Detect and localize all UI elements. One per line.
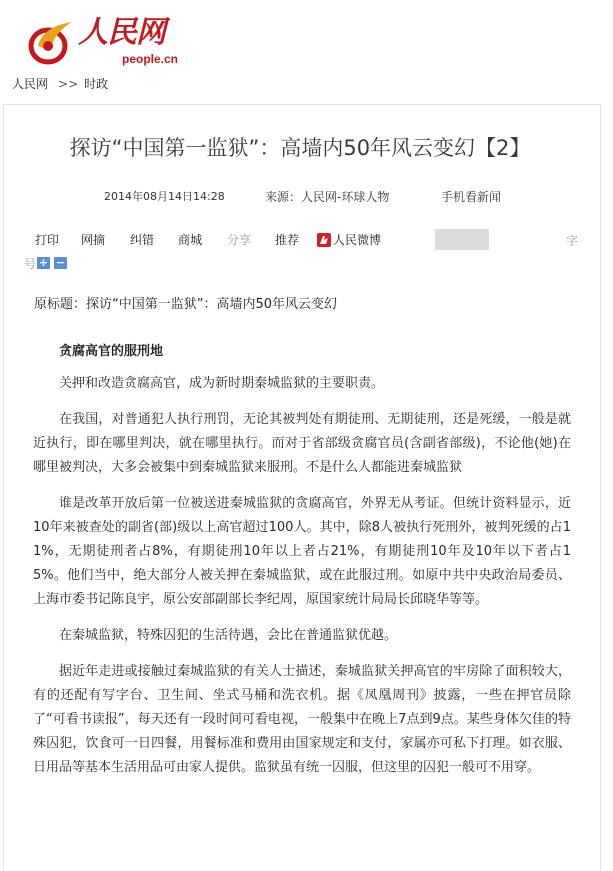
breadcrumb-home-link[interactable]: 人民网 — [12, 77, 49, 91]
site-logo[interactable] — [28, 14, 188, 70]
share-button[interactable]: 分享 — [227, 233, 252, 247]
business-button[interactable]: 商城 — [178, 233, 203, 247]
breadcrumb — [12, 76, 108, 92]
paragraph: 据近年走进或接触过秦城监狱的有关人士描述，秦城监狱关押高官的牢房除了面积较大，有的还配有写字台、卫生间、坐式马桶和洗衣机。据《凤凰周刊》披露，一些在押官员除了“可看书读报”，每天还有一段时间可看电视，一般集中在晚上7点到9点。某些身体欠佳的特殊囚犯，饮食可一日四餐，用餐标准和费用由国家规定和支付，家属亦可私下打理。如衣服、日用品等基本生活用品可由家人提供。监狱虽有统一囚服，但这里的囚犯一般可不用穿。 — [33, 664, 571, 775]
article-source[interactable]: 来源：人民网-环球人物 — [265, 190, 390, 204]
article-title: 探访“中国第一监狱”：高墙内50年风云变幻【2】 — [69, 136, 531, 160]
logo-text: 人民网 — [78, 15, 165, 50]
article-body — [33, 340, 571, 792]
font-size-label-cont: 号 — [24, 257, 37, 271]
font-size-label: 字 — [566, 234, 579, 248]
logo-emblem-icon — [28, 16, 76, 66]
weibo-icon — [317, 233, 331, 247]
correct-button[interactable]: 纠错 — [130, 233, 155, 247]
original-title: 原标题：探访“中国第一监狱”：高墙内50年风云变幻 — [34, 297, 338, 312]
paragraph: 谁是改革开放后第一位被送进秦城监狱的贪腐高官，外界无从考证。但统计资料显示，近10年来被查处的副省(部)级以上高官超过100人。其中，除8人被执行死刑外，被判死缓的占11%，无期徒刑者占8%，有期徒刑10年以上者占21%，有期徒刑10年及10年以下者占15%。他们当中，绝大部分人被关押在秦城监狱，或在此服过刑。如原中共中央政治局委员、上海市委书记陈良宇，原公安部副部长李纪周，原国家统计局局长邱晓华等等。 — [33, 496, 571, 607]
share-widget-placeholder[interactable] — [435, 229, 489, 250]
print-button[interactable]: 打印 — [35, 233, 60, 247]
paragraph: 关押和改造贪腐高官，成为新时期秦城监狱的主要职责。 — [59, 376, 385, 391]
logo-domain: people.cn — [122, 52, 179, 66]
bookmark-button[interactable]: 网摘 — [81, 233, 106, 247]
paragraph: 在我国，对普通犯人执行刑罚，无论其被判处有期徒刑、无期徒刑，还是死缓，一般是就近执行，即在哪里判决，就在哪里执行。而对于省部级贪腐官员(含副省部级)，不论他(她)在哪里被判决，大多会被集中到秦城监狱来服刑。不是什么人都能进秦城监狱 — [33, 412, 571, 475]
font-increase-button[interactable]: + — [38, 256, 49, 269]
publish-date: 2014年08月14日14:28 — [104, 190, 225, 203]
weibo-button[interactable]: 人民微博 — [333, 233, 382, 247]
section-subheading: 贪腐高官的服刑地 — [59, 344, 164, 359]
font-decrease-button[interactable]: − — [55, 256, 66, 269]
breadcrumb-separator: >> — [58, 77, 79, 91]
breadcrumb-politics-link[interactable]: 时政 — [84, 77, 109, 91]
recommend-button[interactable]: 推荐 — [275, 233, 300, 247]
paragraph: 在秦城监狱，特殊囚犯的生活待遇，会比在普通监狱优越。 — [59, 628, 398, 643]
mobile-news-link[interactable]: 手机看新闻 — [441, 190, 502, 204]
